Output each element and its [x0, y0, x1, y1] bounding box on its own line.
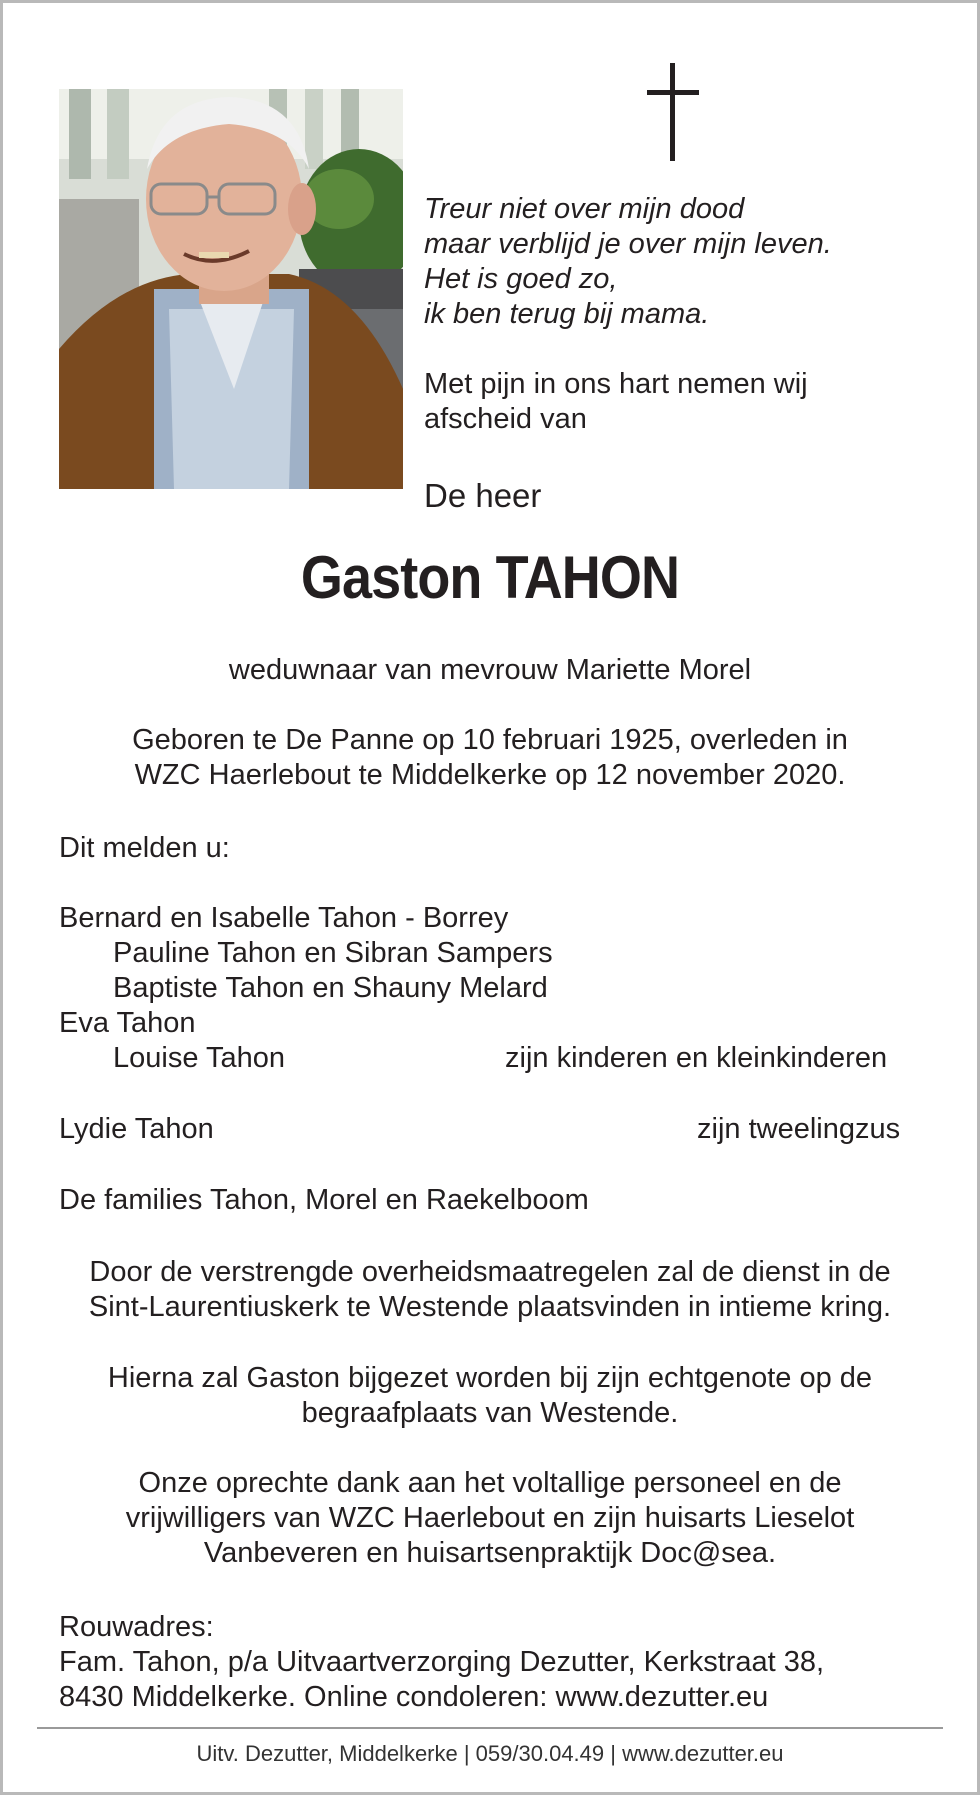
- announced-by: Dit melden u:: [59, 832, 230, 864]
- birth-death-text: [43, 723, 937, 793]
- widower-line: weduwnaar van mevrouw Mariette Morel: [228, 654, 752, 686]
- burial-line: begraafplaats van Westende.: [301, 1397, 679, 1429]
- salutation: De heer: [424, 477, 542, 514]
- intro-line: Met pijn in ons hart nemen wij: [424, 368, 808, 400]
- burial-line: Hierna zal Gaston bijgezet worden bij zijn echtgenote op de: [107, 1362, 873, 1394]
- footer-text: Uitv. Dezutter, Middelkerke | 059/30.04.49 | www.dezutter.eu: [196, 1741, 784, 1766]
- family-member: Baptiste Tahon en Shauny Melard: [113, 972, 548, 1004]
- intro-line: afscheid van: [424, 403, 587, 435]
- family-member: Eva Tahon: [59, 1007, 196, 1039]
- footer-divider: [37, 1727, 943, 1729]
- address-line: 8430 Middelkerke. Online condoleren: www.dezutter.eu: [59, 1681, 769, 1713]
- poem-line: ik ben terug bij mama.: [424, 298, 710, 330]
- thanks-line: Vanbeveren en huisartsenpraktijk Doc@sea.: [203, 1537, 777, 1569]
- portrait-photo: [59, 89, 403, 489]
- thanks-line: Onze oprechte dank aan het voltallige personeel en de: [138, 1467, 842, 1499]
- poem-line: Treur niet over mijn dood: [424, 193, 745, 225]
- poem-line: Het is goed zo,: [424, 263, 618, 295]
- intro-text: [424, 367, 808, 437]
- service-text: [43, 1255, 937, 1325]
- burial-text: [43, 1361, 937, 1431]
- service-line: Door de verstrengde overheidsmaatregelen zal de dienst in de: [89, 1256, 891, 1288]
- thanks-text: [43, 1466, 937, 1571]
- birth-death-line: WZC Haerlebout te Middelkerke op 12 november 2020.: [134, 759, 846, 791]
- poem: [424, 192, 832, 332]
- cross-icon: [643, 63, 703, 163]
- birth-death-line: Geboren te De Panne op 10 februari 1925, overleden in: [132, 724, 848, 756]
- families-line: De families Tahon, Morel en Raekelboom: [59, 1184, 589, 1216]
- children-label: zijn kinderen en kleinkinderen: [505, 1042, 888, 1074]
- poem-line: maar verblijd je over mijn leven.: [424, 228, 832, 260]
- address-line: Fam. Tahon, p/a Uitvaartverzorging Dezutter, Kerkstraat 38,: [59, 1646, 825, 1678]
- family-member: Bernard en Isabelle Tahon - Borrey: [59, 902, 509, 934]
- thanks-line: vrijwilligers van WZC Haerlebout en zijn huisarts Lieselot: [125, 1502, 855, 1534]
- twin-label: zijn tweelingzus: [697, 1113, 901, 1145]
- family-member: Louise Tahon: [113, 1042, 286, 1074]
- family-member: Lydie Tahon: [59, 1113, 214, 1145]
- family-member: Pauline Tahon en Sibran Sampers: [113, 937, 553, 969]
- portrait-illustration: [59, 89, 403, 489]
- address-label: Rouwadres:: [59, 1611, 214, 1643]
- deceased-name: Gaston TAHON: [300, 544, 680, 611]
- service-line: Sint-Laurentiuskerk te Westende plaatsvinden in intieme kring.: [88, 1291, 892, 1323]
